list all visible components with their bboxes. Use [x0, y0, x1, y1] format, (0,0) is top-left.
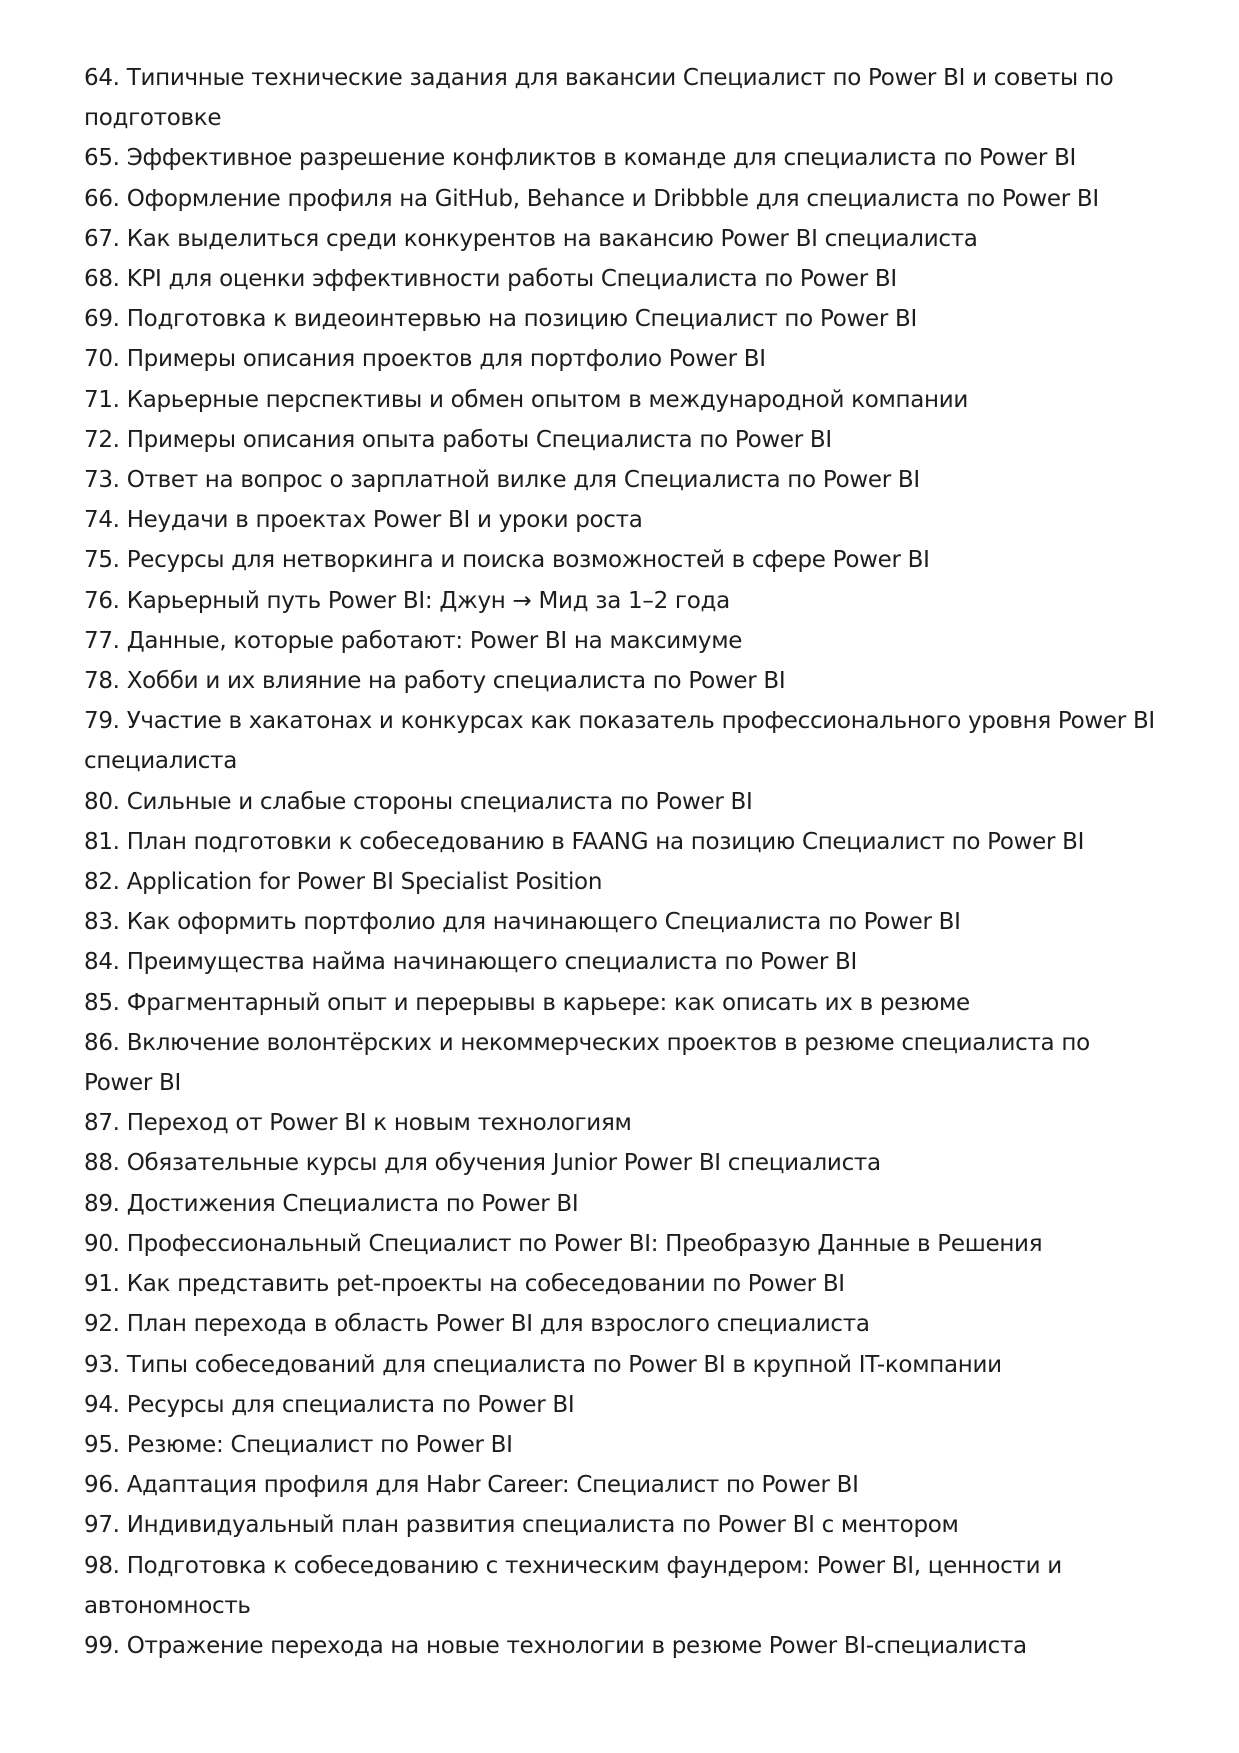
list-item: 75. Ресурсы для нетворкинга и поиска возможностей в сфере Power BI [84, 547, 930, 574]
list-item: 73. Ответ на вопрос о зарплатной вилке для Специалиста по Power BI [84, 467, 920, 494]
list-item: 65. Эффективное разрешение конфликтов в команде для специалиста по Power BI [84, 145, 1077, 172]
list-item: 79. Участие в хакатонах и конкурсах как показатель профессионального уровня Power BI специалиста [84, 708, 1155, 775]
list-item: 94. Ресурсы для специалиста по Power BI [84, 1391, 575, 1418]
list-item: 67. Как выделиться среди конкурентов на вакансию Power BI специалиста [84, 225, 978, 252]
list-item: 87. Переход от Power BI к новым технологиям [84, 1110, 632, 1137]
list-item: 93. Типы собеседований для специалиста по Power BI в крупной IT-компании [84, 1351, 1002, 1378]
list-item: 88. Обязательные курсы для обучения Junior Power BI специалиста [84, 1150, 881, 1177]
list-item: 92. План перехода в область Power BI для взрослого специалиста [84, 1311, 870, 1338]
list-item: 96. Адаптация профиля для Habr Career: Специалист по Power BI [84, 1472, 859, 1499]
list-item: 70. Примеры описания проектов для портфолио Power BI [84, 346, 766, 373]
list-item: 91. Как представить pet-проекты на собеседовании по Power BI [84, 1271, 845, 1298]
list-item: 66. Оформление профиля на GitHub, Behance и Dribbble для специалиста по Power BI [84, 185, 1099, 212]
list-item: 85. Фрагментарный опыт и перерывы в карьере: как описать их в резюме [84, 989, 970, 1016]
list-item: 77. Данные, которые работают: Power BI на максимуме [84, 627, 743, 654]
list-item: 86. Включение волонтёрских и некоммерческих проектов в резюме специалиста по Power BI [84, 1029, 1090, 1097]
list-item: 64. Типичные технические задания для вакансии Специалист по Power BI и советы по подготовке [84, 65, 1114, 132]
list-item: 74. Неудачи в проектах Power BI и уроки роста [84, 507, 643, 534]
list-item: 82. Application for Power BI Specialist Position [84, 869, 603, 896]
list-item: 89. Достижения Специалиста по Power BI [84, 1190, 579, 1217]
list-item: 72. Примеры описания опыта работы Специалиста по Power BI [84, 426, 832, 453]
list-item: 83. Как оформить портфолио для начинающего Специалиста по Power BI [84, 909, 961, 936]
list-item: 99. Отражение перехода на новые технологии в резюме Power BI-специалиста [84, 1632, 1027, 1659]
list-item: 90. Профессиональный Специалист по Power BI: Преобразую Данные в Решения [84, 1230, 1043, 1257]
topic-list [84, 58, 1159, 1666]
list-item: 71. Карьерные перспективы и обмен опытом в международной компании [84, 386, 969, 413]
list-item: 80. Сильные и слабые стороны специалиста по Power BI [84, 788, 753, 815]
list-item: 81. План подготовки к собеседованию в FAANG на позицию Специалист по Power BI [84, 828, 1085, 855]
list-item: 97. Индивидуальный план развития специалиста по Power BI с ментором [84, 1512, 959, 1539]
list-item: 95. Резюме: Специалист по Power BI [84, 1431, 513, 1458]
list-item: 69. Подготовка к видеоинтервью на позицию Специалист по Power BI [84, 306, 917, 333]
list-item: 78. Хобби и их влияние на работу специалиста по Power BI [84, 668, 786, 695]
list-item: 76. Карьерный путь Power BI: Джун → Мид за 1–2 года [84, 587, 730, 614]
list-item: 84. Преимущества найма начинающего специалиста по Power BI [84, 949, 858, 976]
list-item: 68. KPI для оценки эффективности работы Специалиста по Power BI [84, 266, 897, 293]
list-item: 98. Подготовка к собеседованию с техническим фаундером: Power BI, ценности и автономность [84, 1552, 1062, 1619]
